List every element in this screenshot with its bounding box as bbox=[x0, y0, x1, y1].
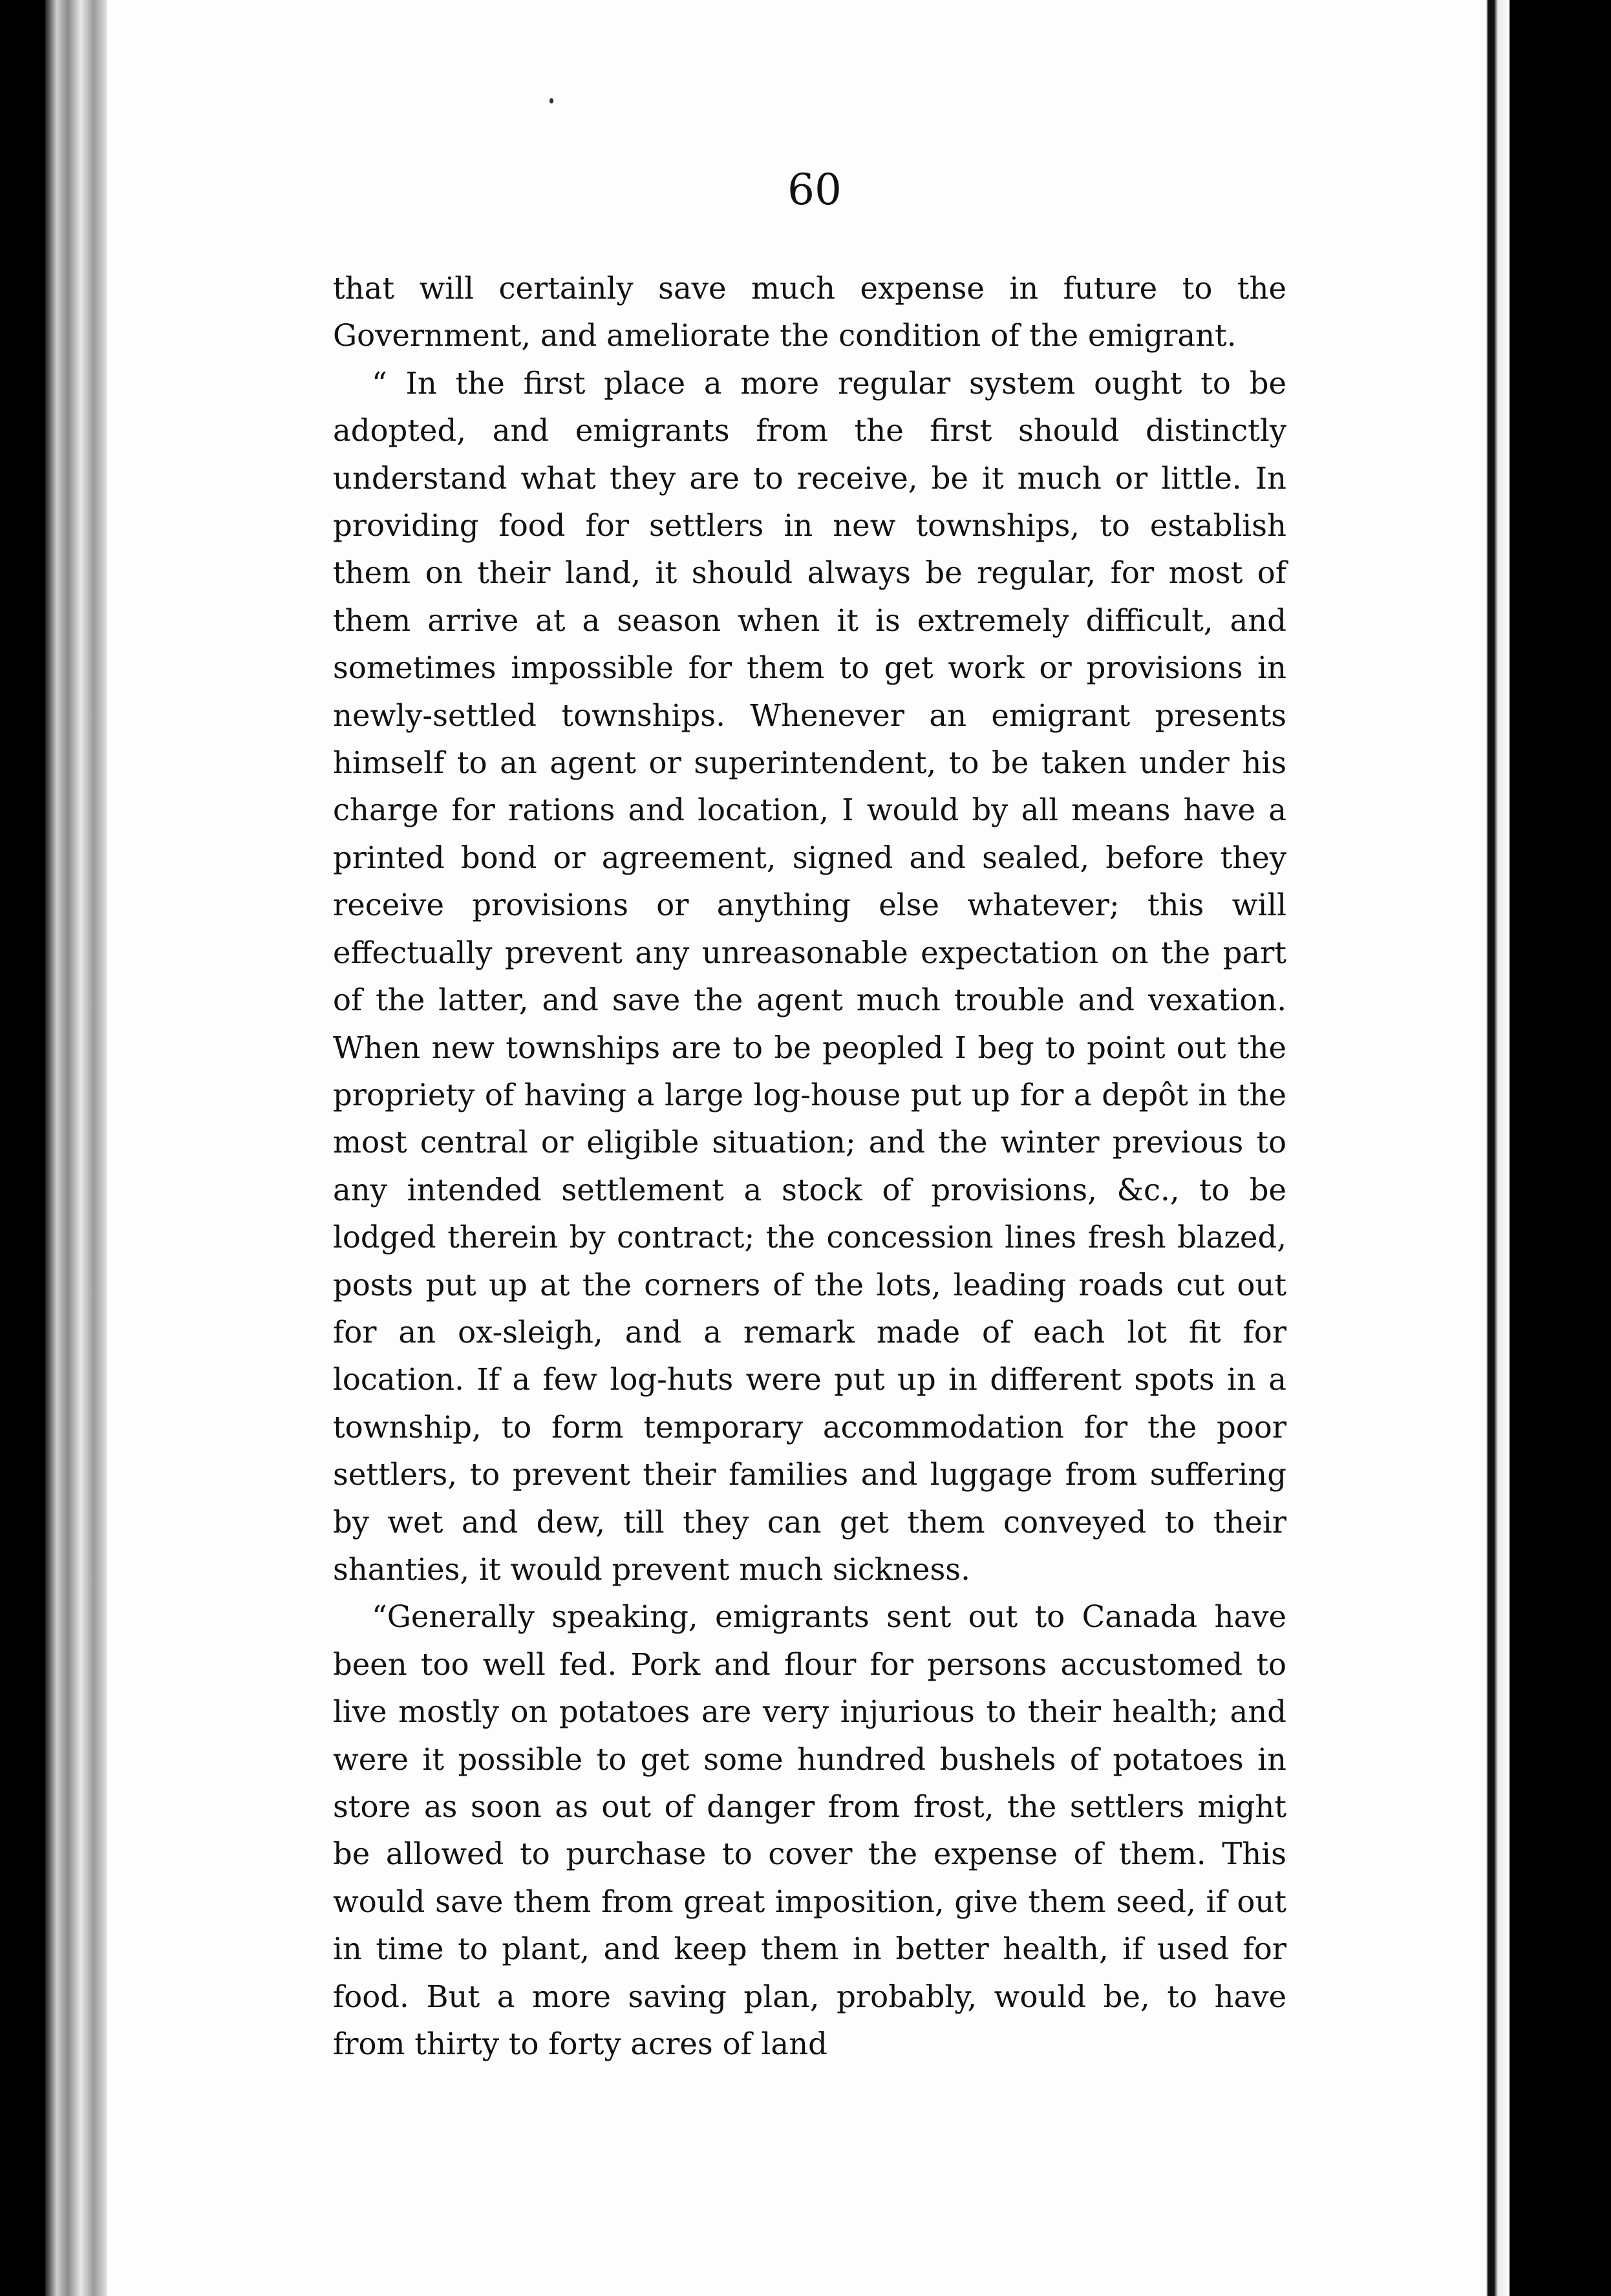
scan-border bbox=[1510, 0, 1611, 2296]
ink-speck bbox=[549, 98, 553, 103]
paragraph-regular-system: “ In the first place a more regular system ought to be adopted, and emigrants from the first should distinctly understand what they are to receive, be it much or little. In providing food for settlers in new townships, to establish them on their land, it should always be regular, for most of them arrive at a season when it is extremely difficult, and sometimes impossible for them to get work or provisions in newly-settled townships. Whenever an emigrant presents himself to an agent or superintendent, to be taken under his charge for rations and location, I would by all means have a printed bond or agreement, signed and sealed, before they receive provisions or anything else whatever; this will effectually prevent any unreasonable expectation on the part of the latter, and save the agent much trouble and vexation. When new townships are to be peopled I beg to point out the propriety of having a large log-house put up for a depôt in the most central or eligible situation; and the winter previous to any intended settlement a stock of provisions, &c., to be lodged therein by contract; the concession lines fresh blazed, posts put up at the corners of the lots, leading roads cut out for an ox-sleigh, and a remark made of each lot fit for location. If a few log-huts were put up in different spots in a township, to form temporary accommodation for the poor settlers, to prevent their families and luggage from suffering by wet and dew, till they can get them conveyed to their shanties, it would prevent much sickness. bbox=[333, 365, 1286, 1587]
page-edge bbox=[1471, 0, 1510, 2296]
paragraph-generally-speaking: “Generally speaking, emigrants sent out to Canada have been too well fed. Pork and flour for persons accustomed to live mostly on potatoes are very injurious to their health; and were it possible to get some hundred bushels of potatoes in store as soon as out of danger from frost, the settlers might be allowed to purchase to cover the expense of them. This would save them from great imposition, give them seed, if out in time to plant, and keep them in better health, if used for food. But a more saving plan, probably, would be, to have from thirty to forty acres of land bbox=[333, 1599, 1286, 2062]
paragraph-continuation: that will certainly save much expense in future to the Government, and ameliorate the condition of the emigrant. bbox=[333, 271, 1286, 354]
page-number: 60 bbox=[787, 165, 842, 215]
binding-gutter bbox=[45, 0, 110, 2296]
body-text bbox=[333, 265, 1286, 2068]
